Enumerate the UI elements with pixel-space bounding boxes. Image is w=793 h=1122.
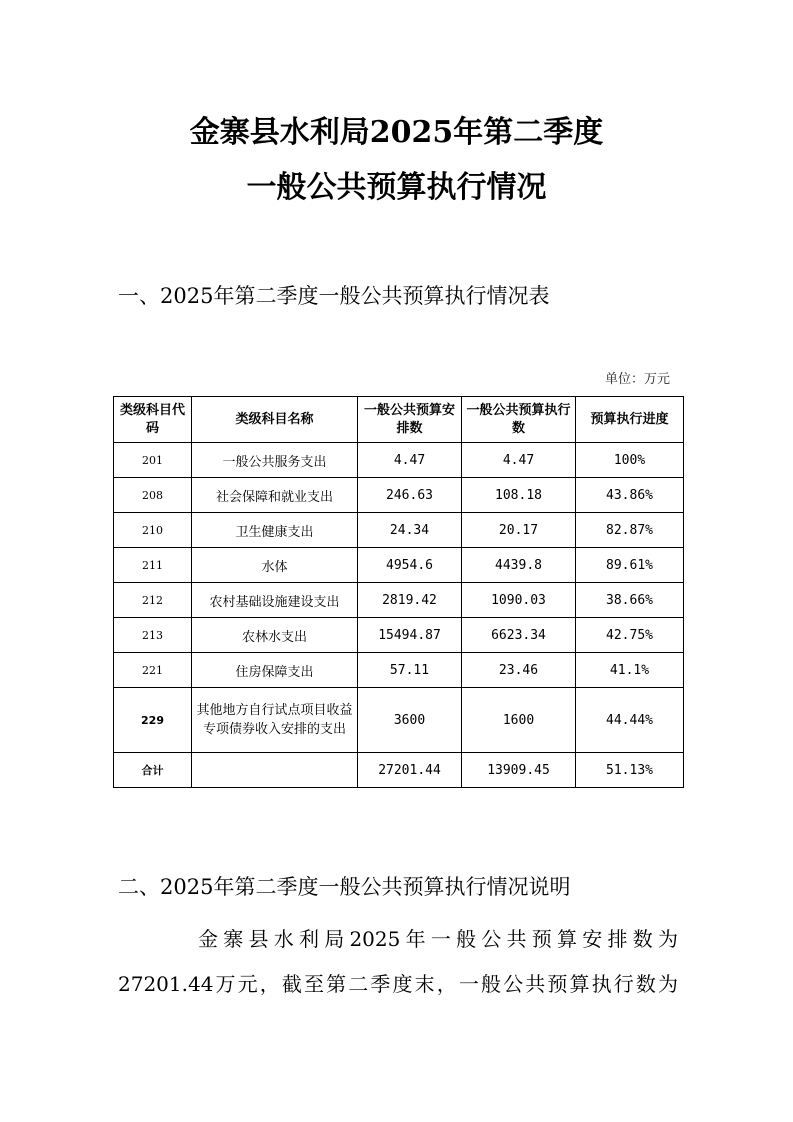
header-name: 类级科目名称 xyxy=(192,397,358,443)
table-row xyxy=(114,653,684,688)
cell-budget: 57.11 xyxy=(358,653,462,688)
cell-code: 212 xyxy=(114,583,192,618)
table-row xyxy=(114,618,684,653)
cell-budget: 3600 xyxy=(358,688,462,753)
cell-name: 卫生健康支出 xyxy=(192,513,358,548)
budget-execution-table xyxy=(113,396,684,788)
unit-label: 单位：万元 xyxy=(604,372,670,387)
total-label: 合计 xyxy=(114,753,192,788)
header-executed: 一般公共预算执行数 xyxy=(462,397,576,443)
cell-executed: 4.47 xyxy=(462,443,576,478)
cell-name: 农村基础设施建设支出 xyxy=(192,583,358,618)
cell-budget: 4.47 xyxy=(358,443,462,478)
cell-executed: 4439.8 xyxy=(462,548,576,583)
cell-code: 213 xyxy=(114,618,192,653)
cell-executed: 20.17 xyxy=(462,513,576,548)
cell-code: 201 xyxy=(114,443,192,478)
document-title-line2: 一般公共预算执行情况 xyxy=(246,170,547,205)
table-row xyxy=(114,548,684,583)
total-executed: 13909.45 xyxy=(462,753,576,788)
table-header-row xyxy=(114,397,684,443)
cell-progress: 100% xyxy=(576,443,684,478)
cell-name: 社会保障和就业支出 xyxy=(192,478,358,513)
cell-budget: 4954.6 xyxy=(358,548,462,583)
cell-progress: 38.66% xyxy=(576,583,684,618)
total-name xyxy=(192,753,358,788)
cell-executed: 108.18 xyxy=(462,478,576,513)
table-row xyxy=(114,513,684,548)
body-paragraph-line1: 金寨县水利局2025年一般公共预算安排数为 xyxy=(198,927,678,951)
cell-executed: 1090.03 xyxy=(462,583,576,618)
cell-name: 农林水支出 xyxy=(192,618,358,653)
document-title-line1: 金寨县水利局2025年第二季度 xyxy=(189,115,604,150)
table-row xyxy=(114,478,684,513)
cell-progress: 44.44% xyxy=(576,688,684,753)
header-code: 类级科目代码 xyxy=(114,397,192,443)
cell-name: 一般公共服务支出 xyxy=(192,443,358,478)
total-progress: 51.13% xyxy=(576,753,684,788)
cell-progress: 43.86% xyxy=(576,478,684,513)
table-row xyxy=(114,583,684,618)
header-budget: 一般公共预算安排数 xyxy=(358,397,462,443)
table-total-row xyxy=(114,753,684,788)
cell-progress: 89.61% xyxy=(576,548,684,583)
cell-code: 211 xyxy=(114,548,192,583)
table-row xyxy=(114,688,684,753)
table-row xyxy=(114,443,684,478)
cell-executed: 1600 xyxy=(462,688,576,753)
cell-code: 221 xyxy=(114,653,192,688)
cell-progress: 42.75% xyxy=(576,618,684,653)
cell-progress: 41.1% xyxy=(576,653,684,688)
cell-budget: 2819.42 xyxy=(358,583,462,618)
cell-budget: 24.34 xyxy=(358,513,462,548)
cell-name: 住房保障支出 xyxy=(192,653,358,688)
cell-name: 其他地方自行试点项目收益专项债券收入安排的支出 xyxy=(192,688,358,753)
cell-budget: 246.63 xyxy=(358,478,462,513)
cell-code: 208 xyxy=(114,478,192,513)
cell-name: 水体 xyxy=(192,548,358,583)
body-paragraph-line2: 27201.44万元，截至第二季度末，一般公共预算执行数为 xyxy=(118,972,678,996)
cell-code: 210 xyxy=(114,513,192,548)
cell-progress: 82.87% xyxy=(576,513,684,548)
section1-heading: 一、2025年第二季度一般公共预算执行情况表 xyxy=(118,284,550,308)
section2-heading: 二、2025年第二季度一般公共预算执行情况说明 xyxy=(118,875,571,899)
total-budget: 27201.44 xyxy=(358,753,462,788)
header-progress: 预算执行进度 xyxy=(576,397,684,443)
cell-executed: 6623.34 xyxy=(462,618,576,653)
cell-budget: 15494.87 xyxy=(358,618,462,653)
cell-executed: 23.46 xyxy=(462,653,576,688)
cell-code: 229 xyxy=(114,688,192,753)
